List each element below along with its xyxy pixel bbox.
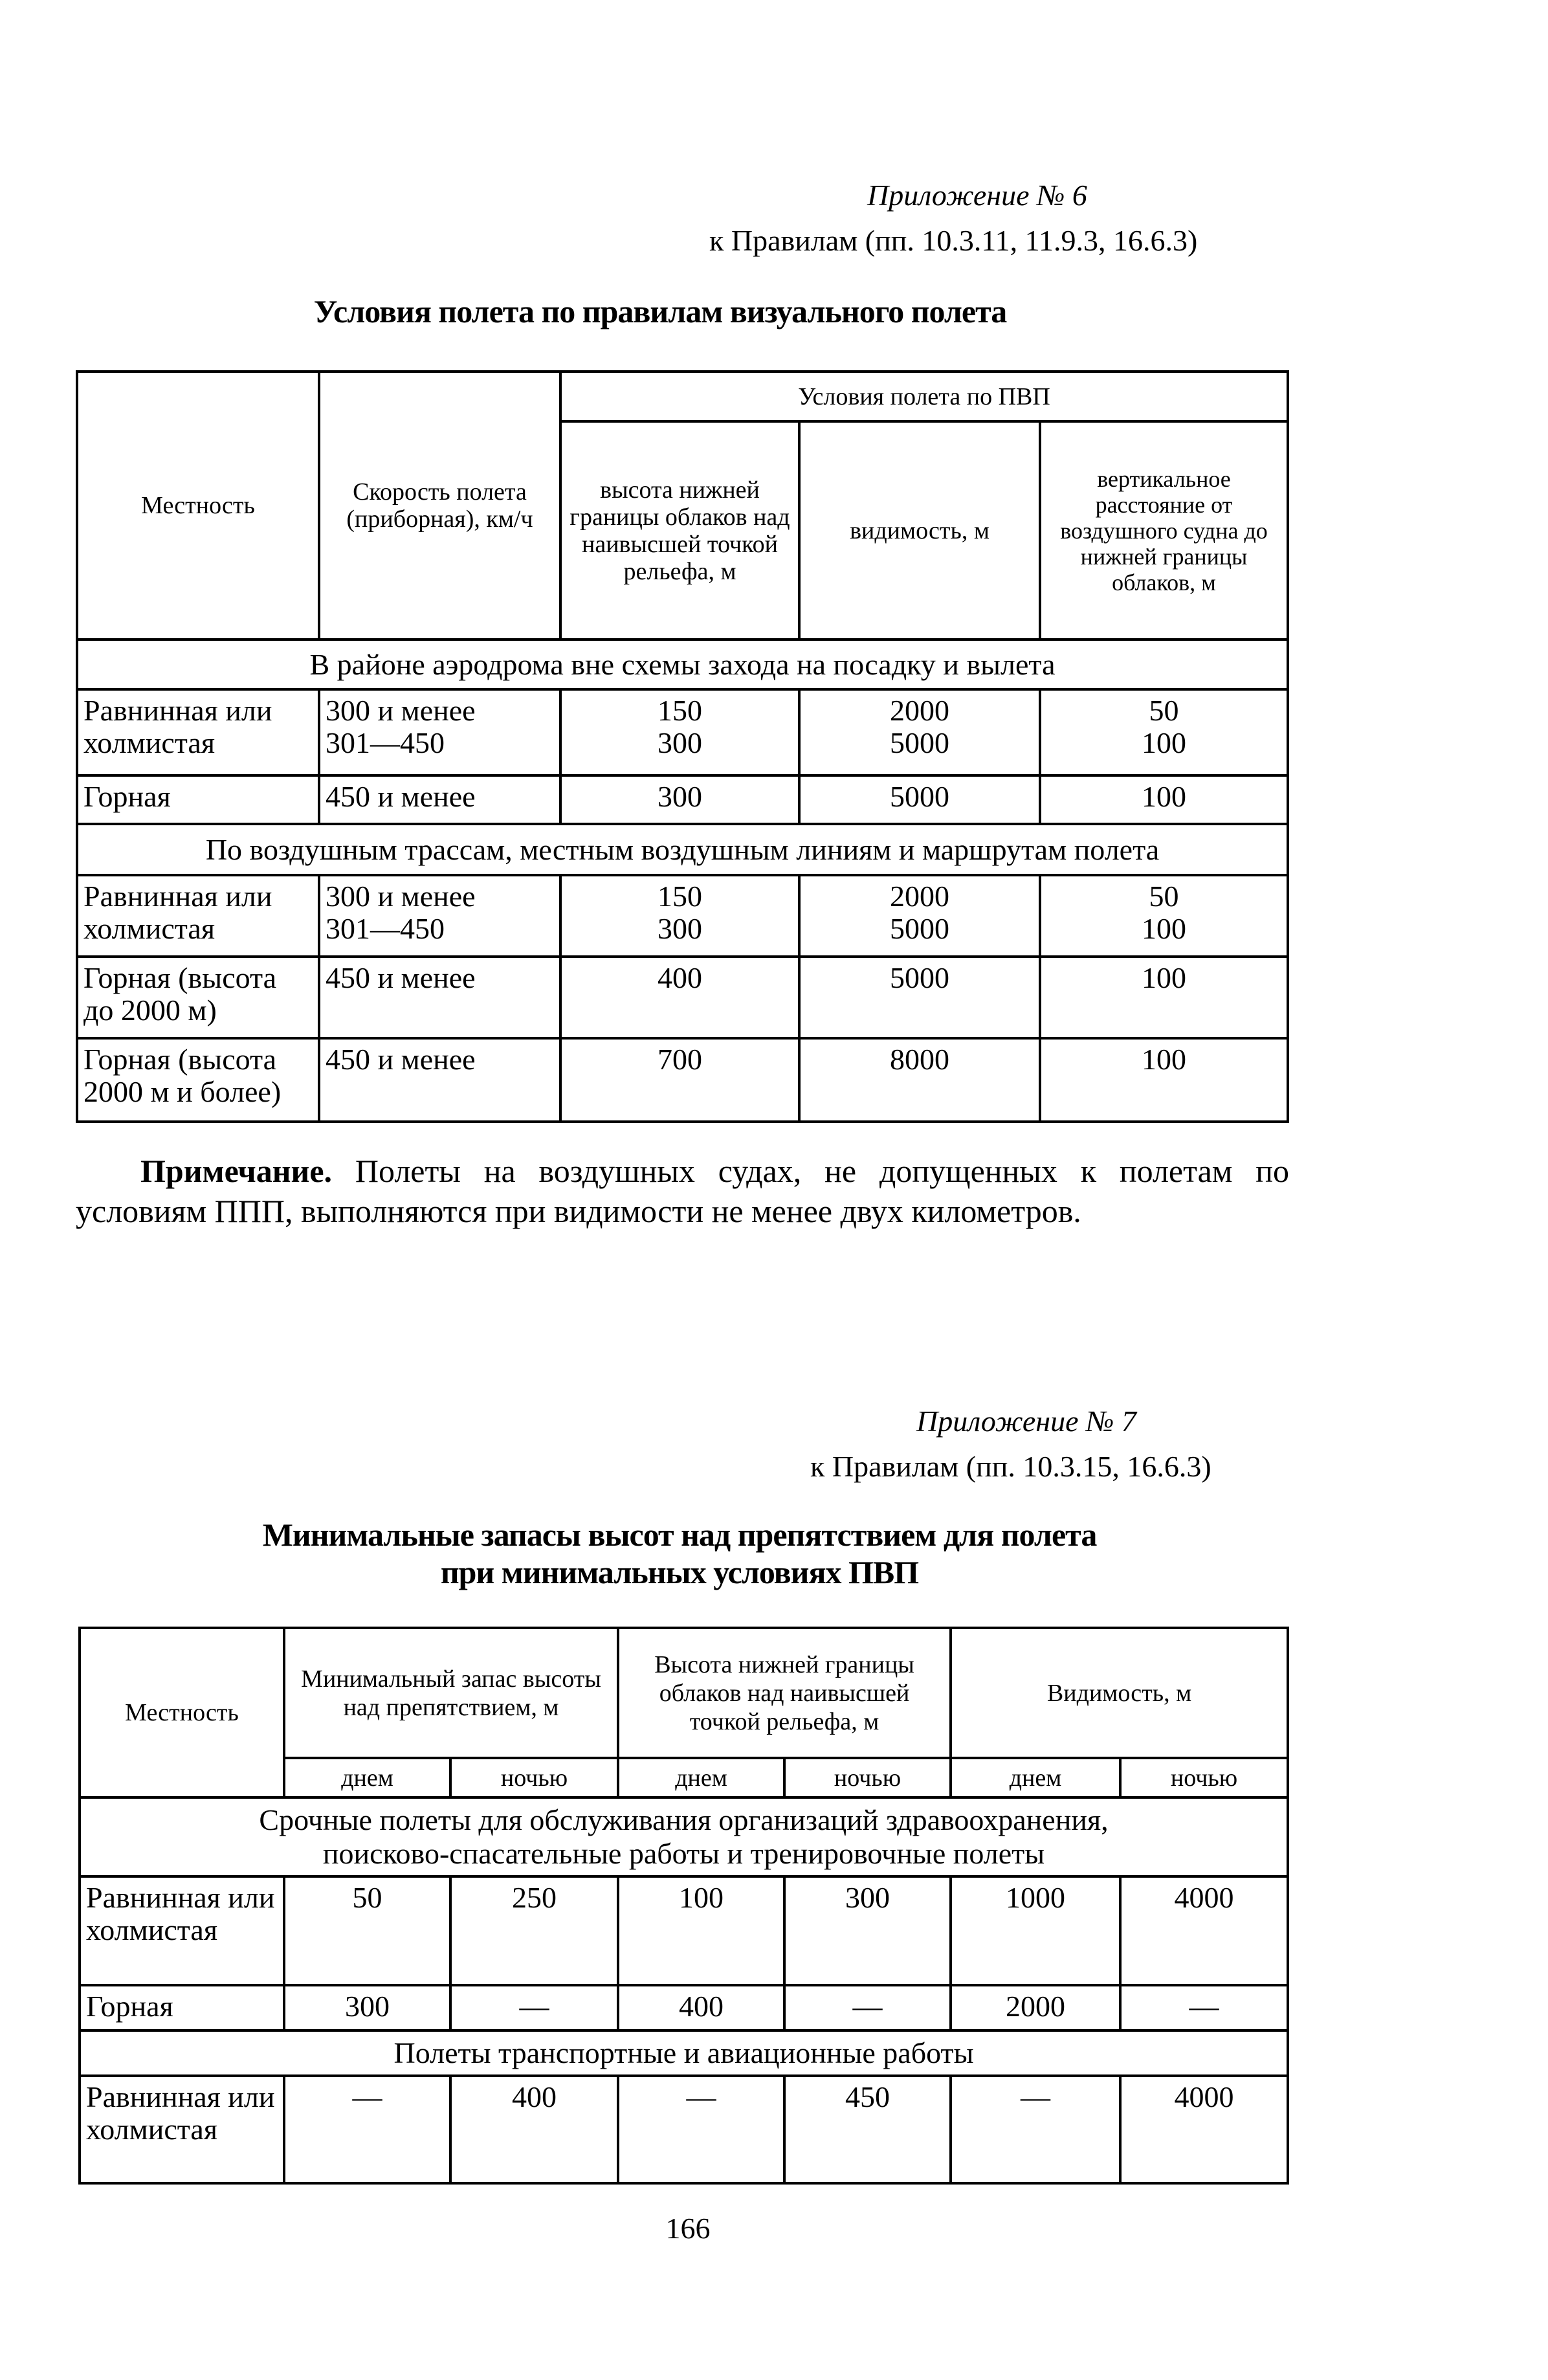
cell-visibility: 5000	[799, 957, 1040, 1038]
header-cloud-base: высота нижней границы облаков над наивысшей точкой рельефа, м	[560, 421, 799, 639]
cell-clearance-night: 400	[450, 2076, 618, 2183]
cell-vertical: 50 100	[1040, 689, 1288, 775]
header-vfr-group: Условия полета по ПВП	[560, 372, 1288, 421]
cell-vertical: 100	[1040, 957, 1288, 1038]
appendix-7-refs: к Правилам (пп. 10.3.15, 16.6.3)	[810, 1450, 1211, 1483]
cell-visibility-day: 1000	[951, 1876, 1120, 1985]
cell-clearance-night: 250	[450, 1876, 618, 1985]
header-min-clearance: Минимальный запас высоты над препятствием, м	[284, 1628, 618, 1758]
section-title: В районе аэродрома вне схемы захода на посадку и вылета	[77, 639, 1288, 689]
header-day: днем	[618, 1758, 784, 1797]
table-row	[77, 875, 1288, 957]
cell-terrain: Равнинная или холмистая	[80, 2076, 284, 2183]
table-row	[77, 689, 1288, 775]
cell-visibility: 2000 5000	[799, 689, 1040, 775]
table-row	[77, 775, 1288, 824]
cell-speed: 450 и менее	[319, 957, 560, 1038]
table-row	[77, 957, 1288, 1038]
header-speed: Скорость полета (приборная), км/ч	[319, 372, 560, 639]
appendix-6-refs: к Правилам (пп. 10.3.11, 11.9.3, 16.6.3)	[709, 224, 1198, 257]
header-cloud-base: Высота нижней границы облаков над наивысшей точкой рельефа, м	[618, 1628, 951, 1758]
cell-visibility: 2000 5000	[799, 875, 1040, 957]
table-row	[77, 1038, 1288, 1122]
cell-terrain: Горная (высота 2000 м и более)	[77, 1038, 319, 1122]
section-title: По воздушным трассам, местным воздушным линиям и маршрутам полета	[77, 824, 1288, 875]
appendix-6-label: Приложение № 6	[867, 179, 1087, 212]
cell-visibility-day: —	[951, 2076, 1120, 2183]
cell-cloud-night: 450	[784, 2076, 951, 2183]
cell-cloud-base: 150 300	[560, 689, 799, 775]
header-visibility: Видимость, м	[951, 1628, 1288, 1758]
cell-terrain: Горная	[77, 775, 319, 824]
table-row	[80, 2076, 1288, 2183]
cell-cloud-night: —	[784, 1985, 951, 2030]
cell-terrain: Горная	[80, 1985, 284, 2030]
cell-clearance-night: —	[450, 1985, 618, 2030]
vfr-conditions-table	[76, 370, 1289, 1123]
note-label: Примечание.	[140, 1153, 333, 1189]
cell-clearance-day: —	[284, 2076, 450, 2183]
cell-vertical: 100	[1040, 1038, 1288, 1122]
page-number: 166	[665, 2212, 711, 2245]
note-text: Полеты на воздушных судах, не допущенных к полетам по условиям ППП, выполняются при видимости не менее двух километров.	[76, 1153, 1289, 1229]
cell-vertical: 50 100	[1040, 875, 1288, 957]
table-row	[80, 1985, 1288, 2030]
cell-cloud-base: 150 300	[560, 875, 799, 957]
appendix-7-label: Приложение № 7	[916, 1405, 1136, 1438]
cell-visibility-night: 4000	[1120, 1876, 1288, 1985]
header-visibility: видимость, м	[799, 421, 1040, 639]
header-terrain: Местность	[80, 1628, 284, 1797]
note-paragraph	[76, 1151, 1289, 1231]
cell-cloud-base: 400	[560, 957, 799, 1038]
cell-visibility: 8000	[799, 1038, 1040, 1122]
header-day: днем	[284, 1758, 450, 1797]
cell-speed: 300 и менее 301—450	[319, 689, 560, 775]
cell-cloud-day: 100	[618, 1876, 784, 1985]
cell-clearance-day: 50	[284, 1876, 450, 1985]
appendix-7-title-line2: при минимальных условиях ПВП	[440, 1554, 919, 1590]
cell-cloud-day: 400	[618, 1985, 784, 2030]
cell-terrain: Равнинная или холмистая	[77, 689, 319, 775]
obstacle-clearance-table	[78, 1627, 1289, 2185]
header-day: днем	[951, 1758, 1120, 1797]
cell-terrain: Равнинная или холмистая	[80, 1876, 284, 1985]
section-title: Срочные полеты для обслуживания организаций здравоохранения, поисково-спасательные работы и тренировочные полеты	[80, 1797, 1288, 1876]
cell-terrain: Горная (высота до 2000 м)	[77, 957, 319, 1038]
table-row	[80, 1876, 1288, 1985]
header-night: ночью	[784, 1758, 951, 1797]
cell-vertical: 100	[1040, 775, 1288, 824]
appendix-7-title-line1: Минимальные запасы высот над препятствием для полета	[262, 1517, 1097, 1553]
header-vertical-distance: вертикальное расстояние от воздушного судна до нижней границы облаков, м	[1040, 421, 1288, 639]
header-terrain: Местность	[77, 372, 319, 639]
cell-speed: 450 и менее	[319, 775, 560, 824]
appendix-6-title: Условия полета по правилам визуального полета	[313, 293, 1007, 329]
cell-speed: 450 и менее	[319, 1038, 560, 1122]
cell-cloud-night: 300	[784, 1876, 951, 1985]
cell-cloud-day: —	[618, 2076, 784, 2183]
cell-terrain: Равнинная или холмистая	[77, 875, 319, 957]
header-night: ночью	[1120, 1758, 1288, 1797]
section-title: Полеты транспортные и авиационные работы	[80, 2030, 1288, 2076]
cell-visibility-night: 4000	[1120, 2076, 1288, 2183]
cell-cloud-base: 300	[560, 775, 799, 824]
cell-visibility: 5000	[799, 775, 1040, 824]
cell-visibility-day: 2000	[951, 1985, 1120, 2030]
cell-cloud-base: 700	[560, 1038, 799, 1122]
header-night: ночью	[450, 1758, 618, 1797]
cell-visibility-night: —	[1120, 1985, 1288, 2030]
cell-speed: 300 и менее 301—450	[319, 875, 560, 957]
cell-clearance-day: 300	[284, 1985, 450, 2030]
